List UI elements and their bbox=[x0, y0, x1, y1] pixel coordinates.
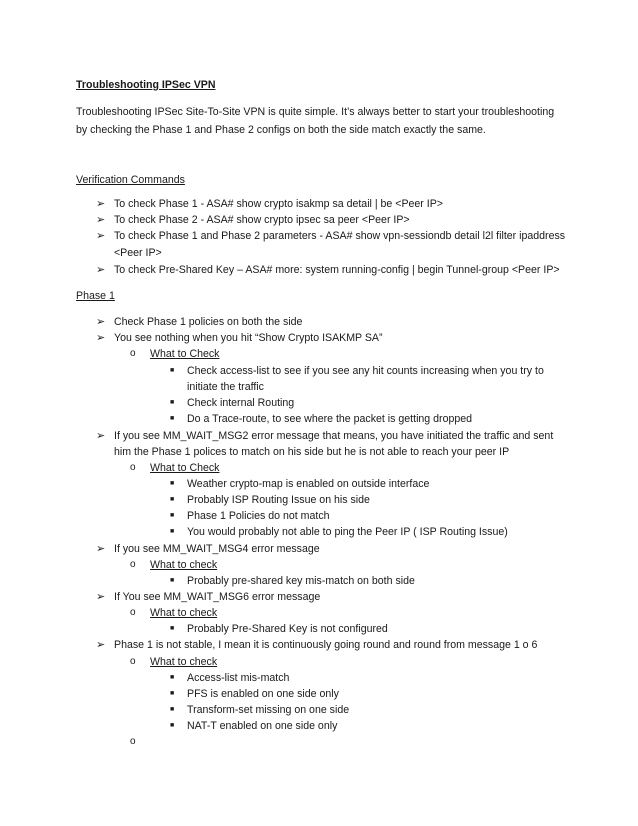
circle-bullet-icon: o bbox=[130, 656, 136, 667]
arrow-bullet-icon: ➢ bbox=[96, 198, 106, 210]
check-item: Access-list mis-match bbox=[187, 672, 290, 684]
check-item: Check internal Routing bbox=[187, 397, 295, 409]
check-item: Probably pre-shared key mis-match on both side bbox=[187, 575, 415, 587]
what-to-check-label: What to check bbox=[150, 607, 218, 619]
arrow-bullet-icon: ➢ bbox=[96, 543, 106, 555]
square-bullet-icon: ■ bbox=[170, 415, 175, 422]
square-bullet-icon: ■ bbox=[170, 690, 175, 697]
phase1-item: Phase 1 is not stable, I mean it is continuously going round and round from message 1 o 6 bbox=[114, 639, 538, 651]
intro-line-1: Troubleshooting IPSec Site-To-Site VPN is quite simple. It’s always better to start your troubleshooting bbox=[76, 106, 555, 118]
square-bullet-icon: ■ bbox=[170, 706, 175, 713]
square-bullet-icon: ■ bbox=[170, 577, 175, 584]
phase1-item: If you see MM_WAIT_MSG2 error message that means, you have initiated the traffic and sent bbox=[114, 430, 554, 442]
verification-item: To check Pre-Shared Key – ASA# more: system running-config | begin Tunnel-group <Peer IP> bbox=[114, 264, 560, 276]
square-bullet-icon: ■ bbox=[170, 625, 175, 632]
arrow-bullet-icon: ➢ bbox=[96, 214, 106, 226]
square-bullet-icon: ■ bbox=[170, 480, 175, 487]
phase1-item: If You see MM_WAIT_MSG6 error message bbox=[114, 591, 321, 603]
check-item-continued: initiate the traffic bbox=[187, 381, 264, 393]
phase1-item: You see nothing when you hit “Show Crypto ISAKMP SA” bbox=[114, 332, 383, 344]
verification-heading: Verification Commands bbox=[76, 174, 185, 186]
check-item: You would probably not able to ping the Peer IP ( ISP Routing Issue) bbox=[187, 526, 508, 538]
circle-bullet-icon: o bbox=[130, 559, 136, 570]
circle-bullet-icon: o bbox=[130, 736, 136, 747]
verification-item: To check Phase 2 - ASA# show crypto ipsec sa peer <Peer IP> bbox=[114, 214, 410, 226]
verification-item: To check Phase 1 - ASA# show crypto isakmp sa detail | be <Peer IP> bbox=[114, 198, 443, 210]
phase1-item-continued: him the Phase 1 polices to match on his side but he is not able to reach your peer IP bbox=[114, 446, 510, 458]
arrow-bullet-icon: ➢ bbox=[96, 430, 106, 442]
check-item: NAT-T enabled on one side only bbox=[187, 720, 338, 732]
phase1-item: Check Phase 1 policies on both the side bbox=[114, 316, 303, 328]
check-item: PFS is enabled on one side only bbox=[187, 688, 339, 700]
verification-item-continued: <Peer IP> bbox=[114, 247, 162, 259]
what-to-check-label: What to check bbox=[150, 559, 218, 571]
square-bullet-icon: ■ bbox=[170, 512, 175, 519]
phase1-heading: Phase 1 bbox=[76, 290, 115, 302]
document-title: Troubleshooting IPSec VPN bbox=[76, 79, 216, 91]
check-item: Probably ISP Routing Issue on his side bbox=[187, 494, 370, 506]
circle-bullet-icon: o bbox=[130, 462, 136, 473]
square-bullet-icon: ■ bbox=[170, 496, 175, 503]
square-bullet-icon: ■ bbox=[170, 399, 175, 406]
arrow-bullet-icon: ➢ bbox=[96, 316, 106, 328]
square-bullet-icon: ■ bbox=[170, 674, 175, 681]
circle-bullet-icon: o bbox=[130, 607, 136, 618]
check-item: Weather crypto-map is enabled on outside interface bbox=[187, 478, 430, 490]
check-item: Phase 1 Policies do not match bbox=[187, 510, 330, 522]
intro-line-2: by checking the Phase 1 and Phase 2 configs on both the side match exactly the same. bbox=[76, 124, 486, 136]
arrow-bullet-icon: ➢ bbox=[96, 332, 106, 344]
check-item: Transform-set missing on one side bbox=[187, 704, 350, 716]
what-to-check-label: What to check bbox=[150, 656, 218, 668]
what-to-check-label: What to Check bbox=[150, 348, 220, 360]
arrow-bullet-icon: ➢ bbox=[96, 230, 106, 242]
square-bullet-icon: ■ bbox=[170, 528, 175, 535]
check-item: Probably Pre-Shared Key is not configured bbox=[187, 623, 388, 635]
square-bullet-icon: ■ bbox=[170, 722, 175, 729]
arrow-bullet-icon: ➢ bbox=[96, 591, 106, 603]
circle-bullet-icon: o bbox=[130, 348, 136, 359]
verification-item: To check Phase 1 and Phase 2 parameters - ASA# show vpn-sessiondb detail l2l filter ipaddress bbox=[114, 230, 566, 242]
check-item: Do a Trace-route, to see where the packet is getting dropped bbox=[187, 413, 473, 425]
arrow-bullet-icon: ➢ bbox=[96, 639, 106, 651]
phase1-item: If you see MM_WAIT_MSG4 error message bbox=[114, 543, 320, 555]
square-bullet-icon: ■ bbox=[170, 367, 175, 374]
arrow-bullet-icon: ➢ bbox=[96, 264, 106, 276]
check-item: Check access-list to see if you see any hit counts increasing when you try to bbox=[187, 365, 544, 377]
what-to-check-label: What to Check bbox=[150, 462, 220, 474]
